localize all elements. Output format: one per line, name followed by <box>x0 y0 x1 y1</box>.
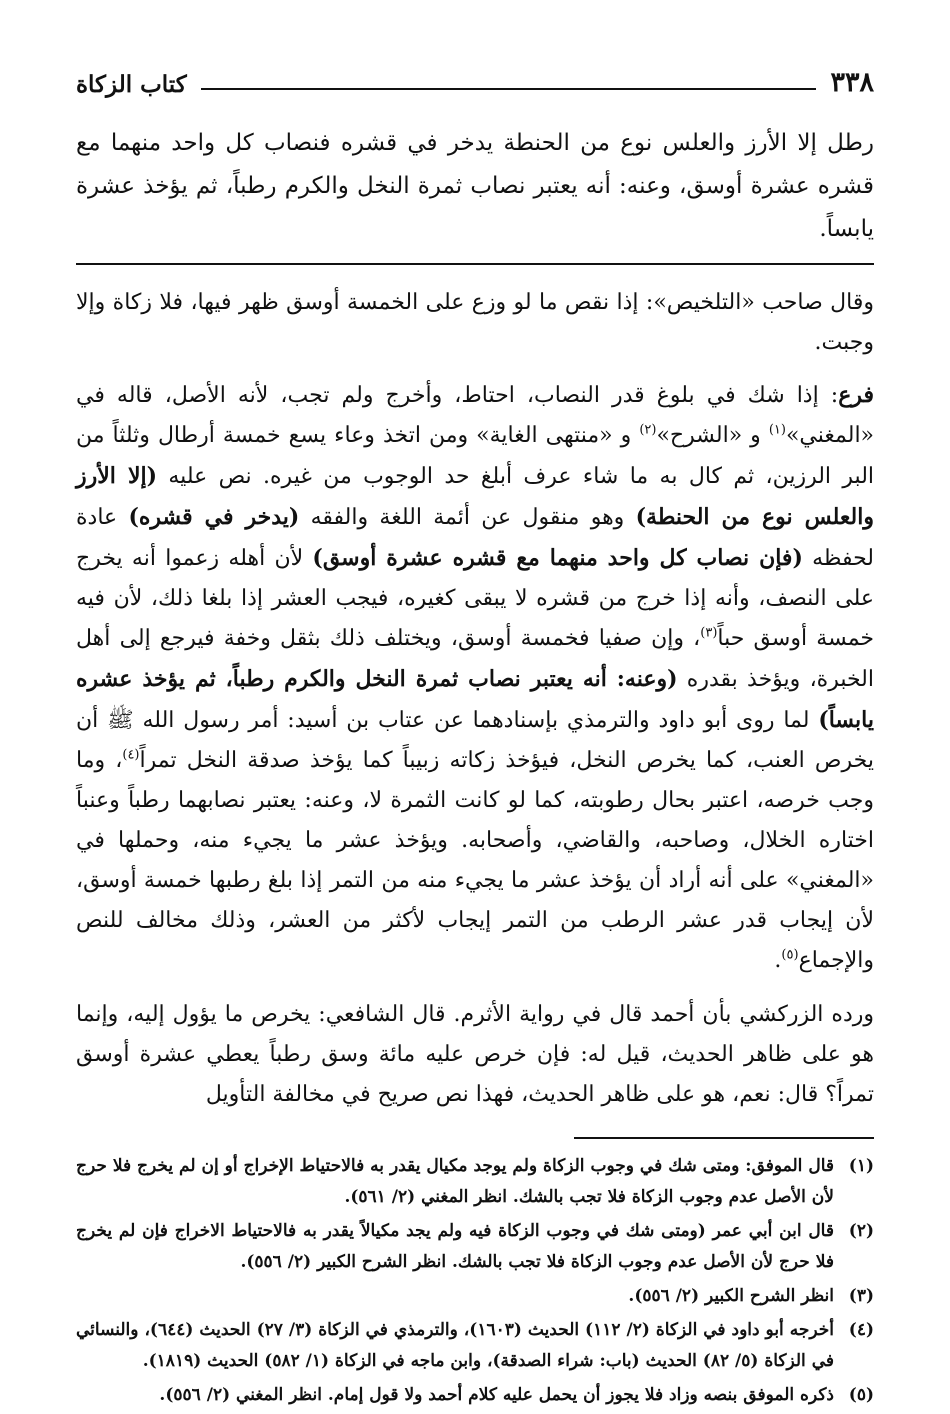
footnote-ref-4[interactable]: (٤) <box>122 747 140 763</box>
page-header <box>76 52 874 96</box>
footnote-ref-2[interactable]: (٢) <box>639 422 657 438</box>
commentary-paragraph-2 <box>76 375 874 981</box>
matn-quote: (وعنه: أنه يعتبر نصاب ثمرة النخل والكرم رطباً، ثم يؤخذ عشره يابساً) <box>76 666 874 733</box>
footnote-number: (٥) <box>848 1385 874 1405</box>
footnotes-list <box>76 1151 874 1411</box>
text-run: ، وإن صفيا فخمسة أوسق، ويختلف ذلك بثقل وخفة فيرجع إلى أهل الخبرة، ويؤخذ بقدره <box>76 626 874 692</box>
page-number: ٣٣٨ <box>830 67 874 98</box>
text-run: لما روى أبو داود والترمذي بإسنادهما عن عتاب بن أسيد: أمر رسول الله ﷺ أن يخرص العنب، كما يخرص النخل، فيؤخذ زكاته زبيباً كما يؤخذ صدقة النخل تمراً <box>76 708 874 773</box>
footnote-3 <box>76 1281 874 1312</box>
footnote-5 <box>76 1380 874 1411</box>
footnote-number: (٢) <box>848 1221 874 1241</box>
matn-divider <box>76 263 874 265</box>
matn-text: رطل إلا الأرز والعلس نوع من الحنطة يدخر في قشره فنصاب كل واحد منهما مع قشره عشرة أوسق، وعنه: أنه يعتبر نصاب ثمرة النخل والكرم رطباً، ثم يؤخذ عشرة يابساً. <box>76 130 874 242</box>
footnote-text: قال الموفق: ومتى شك في وجوب الزكاة ولم يوجد مكيال يقدر به فالاحتياط الإخراج أو إن لم يخرج فلا حرج لأن الأصل عدم وجوب الزكاة فلا تجب بالشك. انظر المغني (٢/ ٥٦١). <box>76 1156 834 1207</box>
matn-quote: (فإن نصاب كل واحد منهما مع قشره عشرة أوسق) <box>312 545 803 571</box>
text-run: عادة لحفظه <box>76 505 874 571</box>
footnote-4 <box>76 1315 874 1377</box>
footnote-ref-5[interactable]: (٥) <box>781 947 799 963</box>
footnote-text: قال ابن أبي عمر (ومتى شك في وجوب الزكاة فيه ولم يجد مكيالاً يقدر به فالاحتياط الاخراج فإن لم يخرج فلا حرج لأن الأصل عدم وجوب الزكاة فلا تجب بالشك. انظر الشرح الكبير (٢/ ٥٥٦). <box>76 1221 834 1272</box>
footnote-number: (٣) <box>848 1286 874 1306</box>
book-page <box>76 52 874 1414</box>
matn-quote: (إلا الأرز والعلس نوع من الحنطة) <box>76 463 874 530</box>
footnote-ref-3[interactable]: (٣) <box>700 625 718 641</box>
footnote-text: ذكره الموفق بنصه وزاد فلا يجوز أن يحمل عليه كلام أحمد ولا قول إمام. انظر المغني (٢/ ٥٥٦). <box>159 1385 834 1405</box>
header-rule <box>201 88 817 90</box>
text-run: : إذا شك في بلوغ قدر النصاب، احتاط، وأخرج ولم تجب، لأنه الأصل، قاله في «المغني» <box>76 383 875 448</box>
text-run: و «الشرح» <box>656 423 769 448</box>
text-run: ، وما وجب خرصه، اعتبر بحال رطوبته، كما لو كانت الثمرة لا، وعنه: يعتبر نصابهما رطباً وعنباً اختاره الخلال، وصاحبه، والقاضي، وأصحابه. ويؤخذ عشر ما يجيء منه، وحملها في «المغني» على أنه أراد أن يؤخذ عشر ما يجيء منه من التمر إذا بلغ رطبها خمسة أوسق، لأن إيجاب قدر عشر الرطب من التمر إيجاب لأكثر من العشر، وذلك مخالف للنص والإجماع <box>76 748 874 973</box>
footnote-rule <box>574 1137 874 1139</box>
text-run: و «منتهى الغاية» ومن اتخذ وعاء يسع خمسة أرطال وثلثاً من البر الرزين، ثم كال به ما شاء عرف أبلغ حد الوجوب من غيره. نص عليه <box>76 423 875 489</box>
text-run: وهو منقول عن أئمة اللغة والفقه <box>299 505 636 530</box>
footnote-number: (٤) <box>848 1320 874 1340</box>
matn-quote: (يدخر في قشره) <box>128 504 300 530</box>
text-run: . <box>774 948 782 973</box>
footnote-number: (١) <box>848 1156 874 1176</box>
footnote-ref-1[interactable]: (١) <box>768 422 786 438</box>
book-title: كتاب الزكاة <box>76 71 187 98</box>
footnote-1 <box>76 1151 874 1213</box>
commentary <box>76 283 874 1115</box>
section-label: فرع <box>838 382 874 408</box>
footnote-text: انظر الشرح الكبير (٢/ ٥٥٦). <box>628 1286 834 1306</box>
commentary-paragraph-1: وقال صاحب «التلخيص»: إذا نقص ما لو وزع على الخمسة أوسق ظهر فيها، فلا زكاة وإلا وجبت. <box>76 290 874 355</box>
footnote-text: أخرجه أبو داود في الزكاة (٢/ ١١٢) الحديث (١٦٠٣)، والترمذي في الزكاة (٣/ ٢٧) الحديث (٦٤٤)، والنسائي في الزكاة (٥/ ٨٢) الحديث (باب: شراء الصدقة)، وابن ماجه في الزكاة (١/ ٥٨٢) الحديث (١٨١٩). <box>76 1320 834 1371</box>
footnote-2 <box>76 1216 874 1278</box>
commentary-paragraph-3: ورده الزركشي بأن أحمد قال في رواية الأثرم. قال الشافعي: يخرص ما يؤول إليه، وإنما هو على ظاهر الحديث، قيل له: فإن خرص عليه مائة وسق رطباً يعطي عشرة أوسق تمراً؟ قال: نعم، هو على ظاهر الحديث، فهذا نص صريح في مخالفة التأويل <box>76 1002 874 1107</box>
text-run: لأن أهله زعموا أنه يخرج على النصف، وأنه إذا خرج من قشره لا يبقى كغيره، فيجب العشر إذا بلغا ذلك، لأن فيه خمسة أوسق حباً <box>76 546 875 651</box>
